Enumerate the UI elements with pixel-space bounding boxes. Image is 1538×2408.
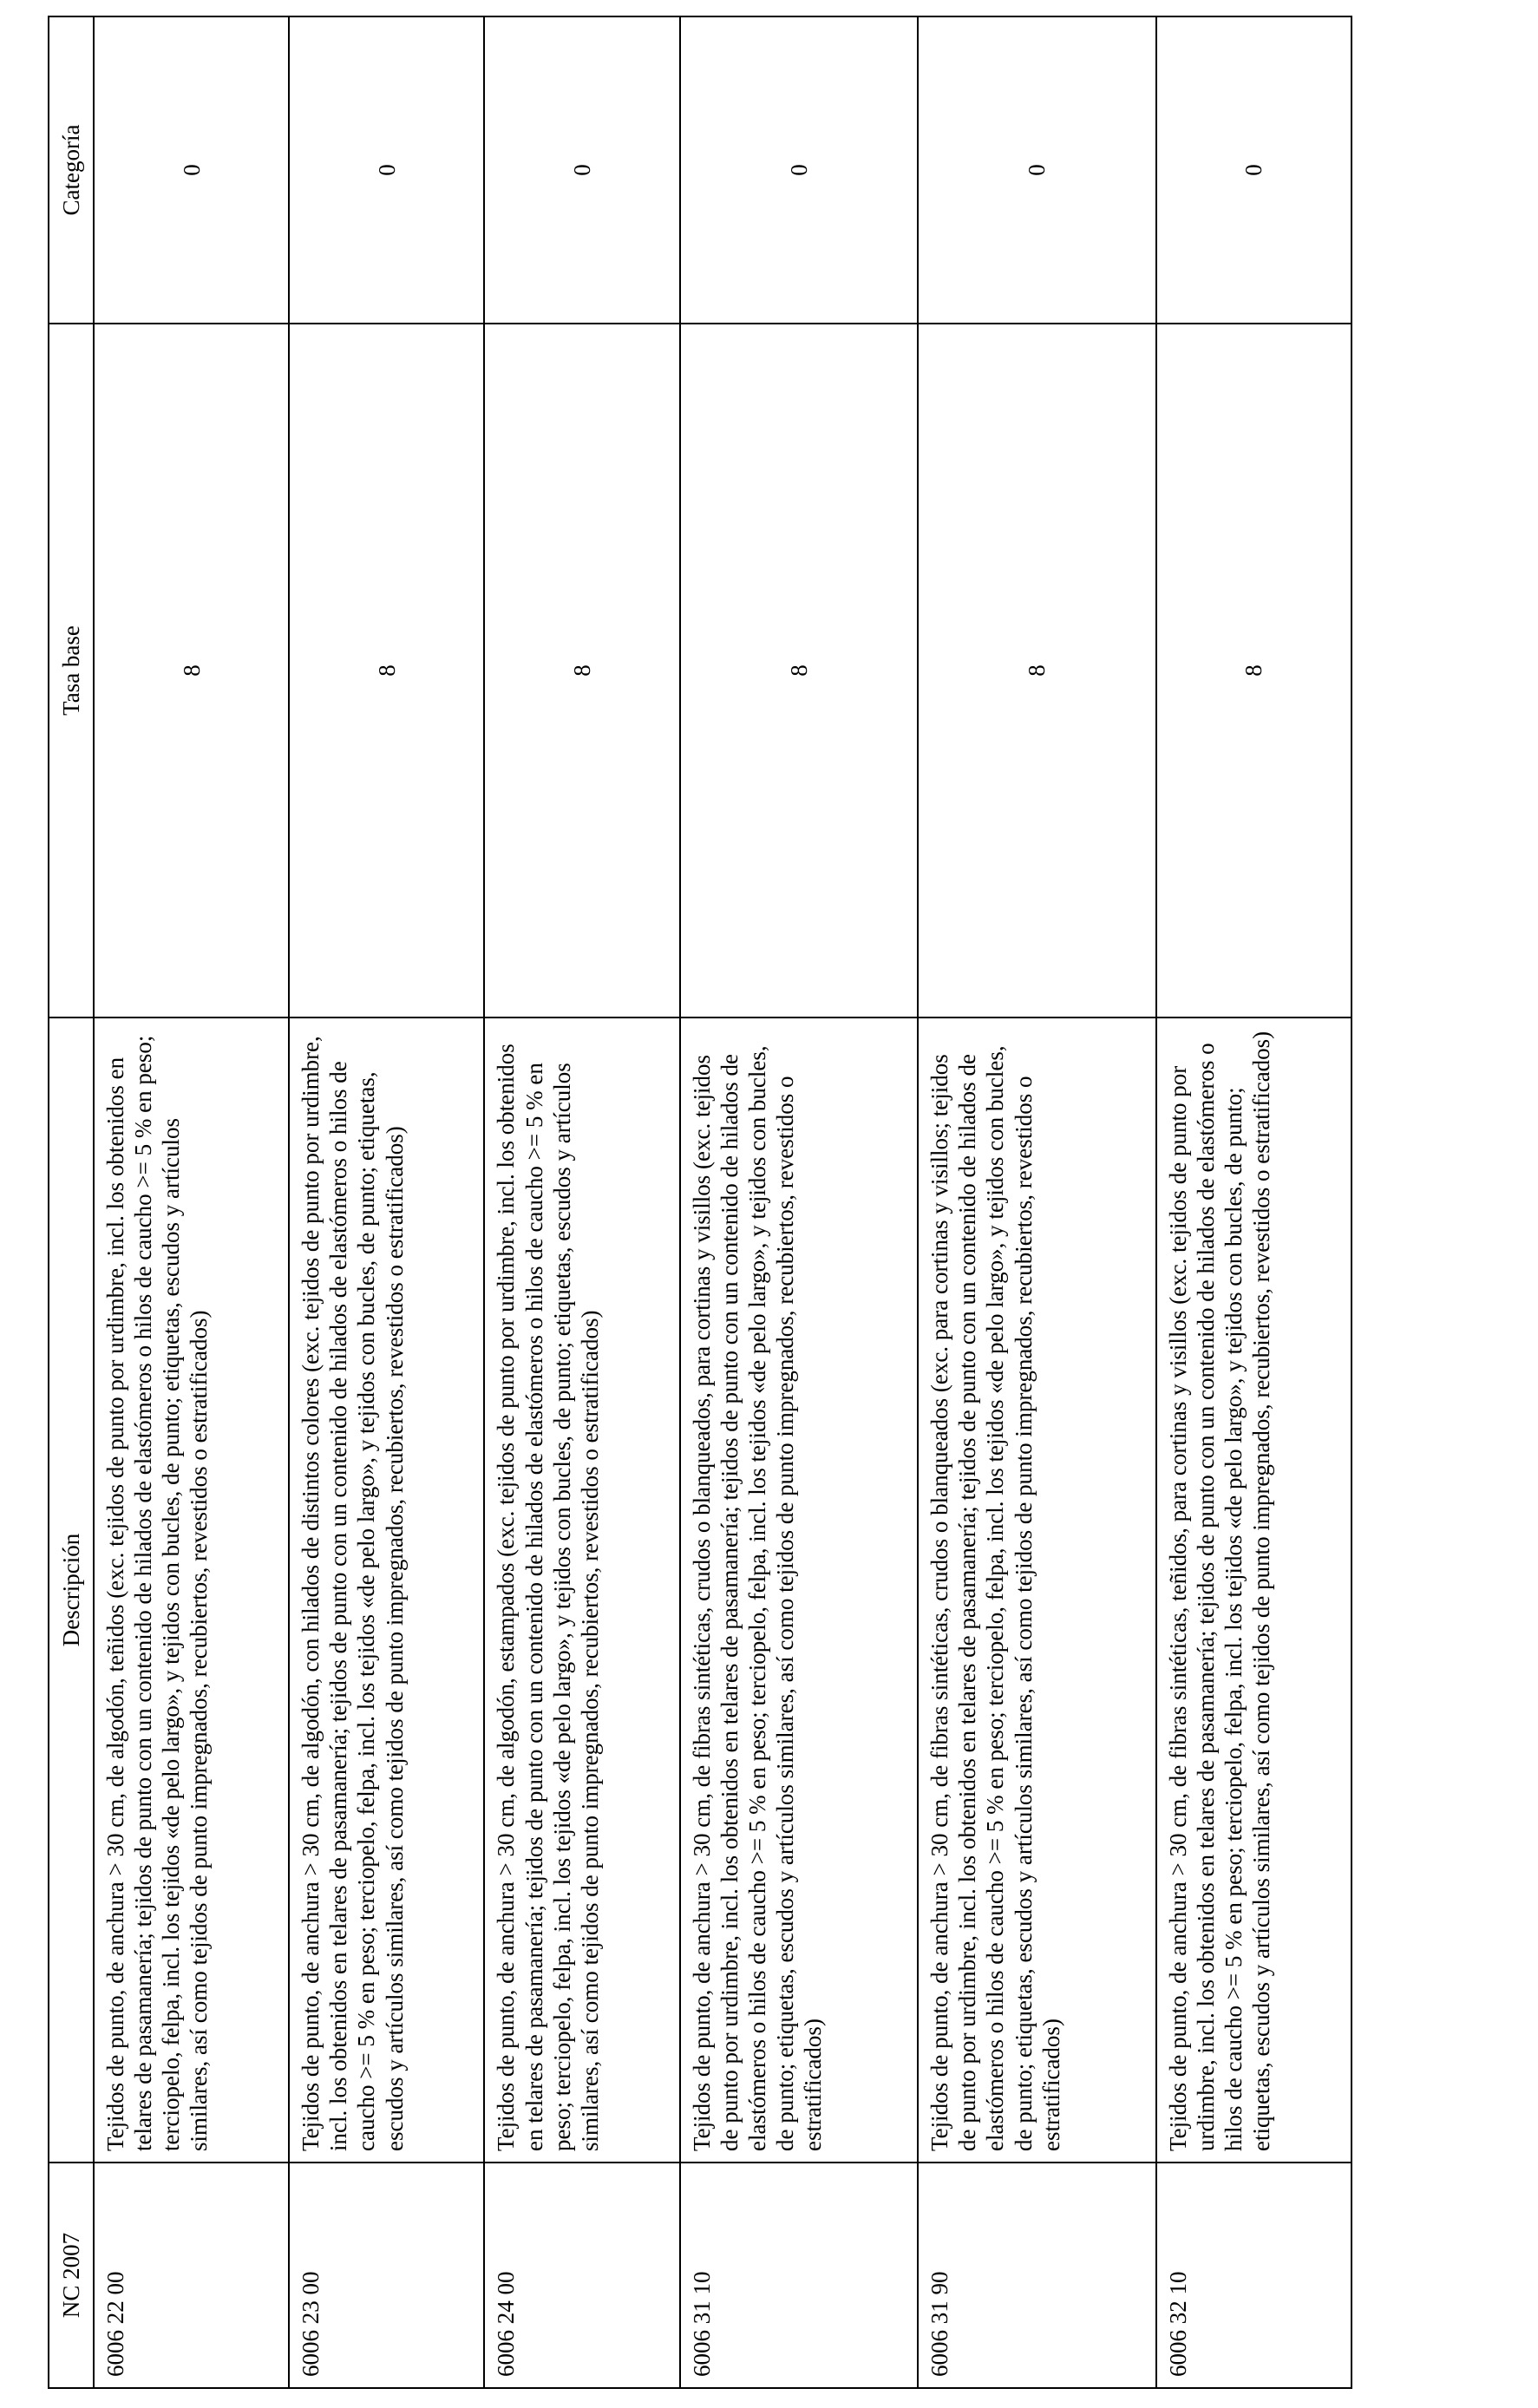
description-cell: Tejidos de punto, de anchura > 30 cm, de algodón, estampados (exc. tejidos de punto por urdimbre, incl. los obtenidos en telares de pasamanería; tejidos de punto con un contenido de hilados de elastómeros o hilos de caucho >= 5 % en peso; terciopelo, felpa, incl. los tejidos «de pelo largo», y tejidos con bucles, de punto; etiquetas, escudos y artículos similares, así como tejidos de punto impregnados, recubiertos, revestidos o estratificados) [484, 1018, 679, 2163]
code-cell: 6006 31 90 [918, 2163, 1156, 2388]
table-row [918, 16, 1156, 2388]
description-cell: Tejidos de punto, de anchura > 30 cm, de fibras sintéticas, teñidos, para cortinas y visillos (exc. tejidos de punto por urdimbre, incl. los obtenidos en telares de pasamanería; tejidos de punto con un contenido de hilados de elastómeros o hilos de caucho >= 5 % en peso; terciopelo, felpa, incl. los tejidos «de pelo largo», y tejidos con bucles, de punto; etiquetas, escudos y artículos similares, así como tejidos de punto impregnados, recubiertos, revestidos o estratificados) [1156, 1018, 1351, 2163]
base-rate-cell: 8 [918, 324, 1156, 1018]
table-row [94, 16, 289, 2388]
category-cell: 0 [484, 16, 679, 324]
category-cell: 0 [289, 16, 484, 324]
base-rate-cell: 8 [680, 324, 919, 1018]
category-cell: 0 [680, 16, 919, 324]
base-rate-cell: 8 [1156, 324, 1351, 1018]
header-row [49, 16, 94, 2388]
rotated-page [48, 17, 1352, 2389]
header-base-rate: Tasa base [49, 324, 94, 1018]
header-code: NC 2007 [49, 2163, 94, 2388]
category-cell: 0 [94, 16, 289, 324]
table-row [484, 16, 679, 2388]
category-cell: 0 [918, 16, 1156, 324]
code-cell: 6006 24 00 [484, 2163, 679, 2388]
code-cell: 6006 23 00 [289, 2163, 484, 2388]
base-rate-cell: 8 [94, 324, 289, 1018]
table-row [680, 16, 919, 2388]
table-row [1156, 16, 1351, 2388]
code-cell: 6006 32 10 [1156, 2163, 1351, 2388]
description-cell: Tejidos de punto, de anchura > 30 cm, de fibras sintéticas, crudos o blanqueados, para cortinas y visillos (exc. tejidos de punto por urdimbre, incl. los obtenidos en telares de pasamanería; tejidos de punto con un contenido de hilados de elastómeros o hilos de caucho >= 5 % en peso; terciopelo, felpa, incl. los tejidos «de pelo largo», y tejidos con bucles, de punto; etiquetas, escudos y artículos similares, así como tejidos de punto impregnados, recubiertos, revestidos o estratificados) [680, 1018, 919, 2163]
base-rate-cell: 8 [484, 324, 679, 1018]
header-description: Descripción [49, 1018, 94, 2163]
code-cell: 6006 22 00 [94, 2163, 289, 2388]
description-cell: Tejidos de punto, de anchura > 30 cm, de algodón, teñidos (exc. tejidos de punto por urdimbre, incl. los obtenidos en telares de pasamanería; tejidos de punto con un contenido de hilados de elastómeros o hilos de caucho >= 5 % en peso; terciopelo, felpa, incl. los tejidos «de pelo largo», y tejidos con bucles, de punto; etiquetas, escudos y artículos similares, así como tejidos de punto impregnados, recubiertos, revestidos o estratificados) [94, 1018, 289, 2163]
table-row [289, 16, 484, 2388]
description-cell: Tejidos de punto, de anchura > 30 cm, de fibras sintéticas, crudos o blanqueados (exc. para cortinas y visillos; tejidos de punto por urdimbre, incl. los obtenidos en telares de pasamanería; tejidos de punto con un contenido de hilados de elastómeros o hilos de caucho >= 5 % en peso; terciopelo, felpa, incl. los tejidos «de pelo largo», y tejidos con bucles, de punto; etiquetas, escudos y artículos similares, así como tejidos de punto impregnados, recubiertos, revestidos o estratificados) [918, 1018, 1156, 2163]
tariff-table [48, 16, 1352, 2389]
description-cell: Tejidos de punto, de anchura > 30 cm, de algodón, con hilados de distintos colores (exc. tejidos de punto por urdimbre, incl. los obtenidos en telares de pasamanería; tejidos de punto con un contenido de hilados de elastómeros o hilos de caucho >= 5 % en peso; terciopelo, felpa, incl. los tejidos «de pelo largo», y tejidos con bucles, de punto; etiquetas, escudos y artículos similares, así como tejidos de punto impregnados, recubiertos, revestidos o estratificados) [289, 1018, 484, 2163]
category-cell: 0 [1156, 16, 1351, 324]
code-cell: 6006 31 10 [680, 2163, 919, 2388]
base-rate-cell: 8 [289, 324, 484, 1018]
header-category: Categoría [49, 16, 94, 324]
